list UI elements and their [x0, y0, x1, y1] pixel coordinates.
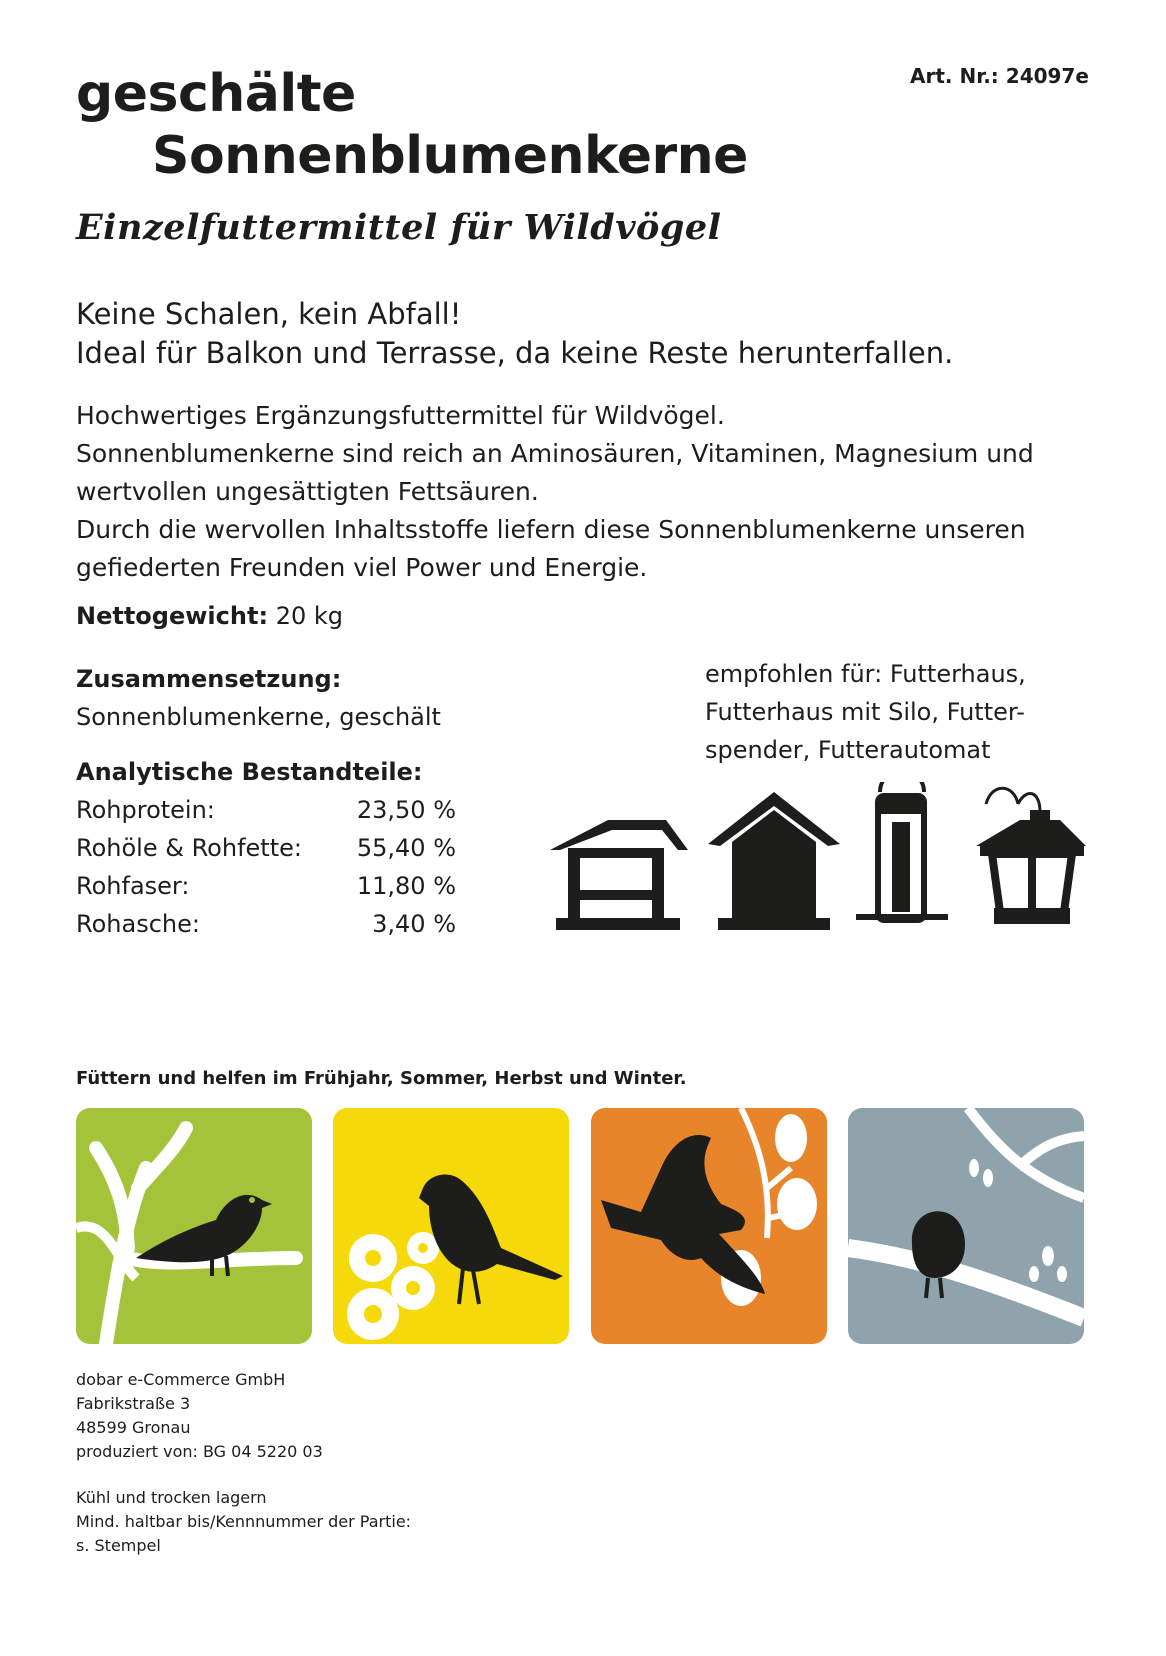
season-tile-autumn	[591, 1108, 827, 1344]
address	[76, 1368, 323, 1464]
analytics-row	[76, 829, 456, 867]
feeder-house-open-icon	[550, 820, 688, 930]
analytics-value: 55,40 %	[356, 834, 456, 862]
description	[76, 397, 1034, 587]
storage-line: Mind. haltbar bis/Kennnummer der Partie:	[76, 1512, 412, 1531]
recommended-line: empfohlen für: Futterhaus,	[705, 660, 1026, 688]
lead-text	[76, 295, 953, 373]
autumn-bird-icon	[591, 1108, 827, 1344]
analytics-value: 11,80 %	[356, 872, 456, 900]
analytics-value: 23,50 %	[356, 796, 456, 824]
analytics-row	[76, 905, 456, 943]
address-line: dobar e-Commerce GmbH	[76, 1370, 286, 1389]
spring-bird-icon	[76, 1108, 312, 1344]
storage-info	[76, 1486, 411, 1558]
article-number: Art. Nr.: 24097e	[910, 64, 1089, 88]
seasons-heading: Füttern und helfen im Frühjahr, Sommer, Herbst und Winter.	[76, 1068, 687, 1089]
composition-value: Sonnenblumenkerne, geschält	[76, 703, 441, 731]
description-line: Durch die wervollen Inhaltsstoffe liefern diese Sonnenblumenkerne unseren	[76, 515, 1026, 544]
lead-line: Keine Schalen, kein Abfall!	[76, 297, 462, 331]
address-line: Fabrikstraße 3	[76, 1394, 191, 1413]
recommended-line: spender, Futterautomat	[705, 736, 991, 764]
tube-feeder-icon	[856, 782, 948, 920]
storage-line: Kühl und trocken lagern	[76, 1488, 267, 1507]
analytics-name: Rohprotein:	[76, 796, 215, 824]
recommended-for	[705, 655, 1026, 769]
season-tile-spring	[76, 1108, 312, 1344]
feeder-house-silo-icon	[708, 792, 840, 930]
net-weight-label: Nettogewicht:	[76, 602, 269, 630]
feeder-icons	[540, 782, 1100, 942]
description-line: Sonnenblumenkerne sind reich an Aminosäuren, Vitaminen, Magnesium und	[76, 439, 1034, 468]
analytical-constituents	[76, 753, 456, 943]
lead-line: Ideal für Balkon und Terrasse, da keine Reste herunterfallen.	[76, 336, 954, 370]
lantern-feeder-icon	[976, 788, 1086, 924]
address-line: 48599 Gronau	[76, 1418, 191, 1437]
description-line: wertvollen ungesättigten Fettsäuren.	[76, 477, 539, 506]
storage-line: s. Stempel	[76, 1536, 161, 1555]
analytics-label: Analytische Bestandteile:	[76, 758, 423, 786]
title-line-1: geschälte	[76, 64, 356, 124]
address-line: produziert von: BG 04 5220 03	[76, 1442, 323, 1461]
net-weight-value: 20 kg	[275, 602, 343, 630]
description-line: Hochwertiges Ergänzungsfuttermittel für Wildvögel.	[76, 401, 725, 430]
analytics-name: Rohfaser:	[76, 872, 190, 900]
analytics-value: 3,40 %	[372, 910, 456, 938]
analytics-row	[76, 867, 456, 905]
composition-label: Zusammensetzung:	[76, 665, 342, 693]
analytics-name: Rohöle & Rohfette:	[76, 834, 302, 862]
season-tile-winter	[848, 1108, 1084, 1344]
winter-bird-icon	[848, 1108, 1084, 1344]
season-tile-summer	[333, 1108, 569, 1344]
subtitle: Einzelfuttermittel für Wildvögel	[76, 207, 722, 248]
net-weight	[76, 602, 343, 630]
analytics-row	[76, 791, 456, 829]
summer-bird-icon	[333, 1108, 569, 1344]
title-line-2: Sonnenblumenkerne	[152, 126, 748, 186]
description-line: gefiederten Freunden viel Power und Energie.	[76, 553, 648, 582]
recommended-line: Futterhaus mit Silo, Futter-	[705, 698, 1025, 726]
analytics-name: Rohasche:	[76, 910, 200, 938]
composition	[76, 660, 441, 736]
